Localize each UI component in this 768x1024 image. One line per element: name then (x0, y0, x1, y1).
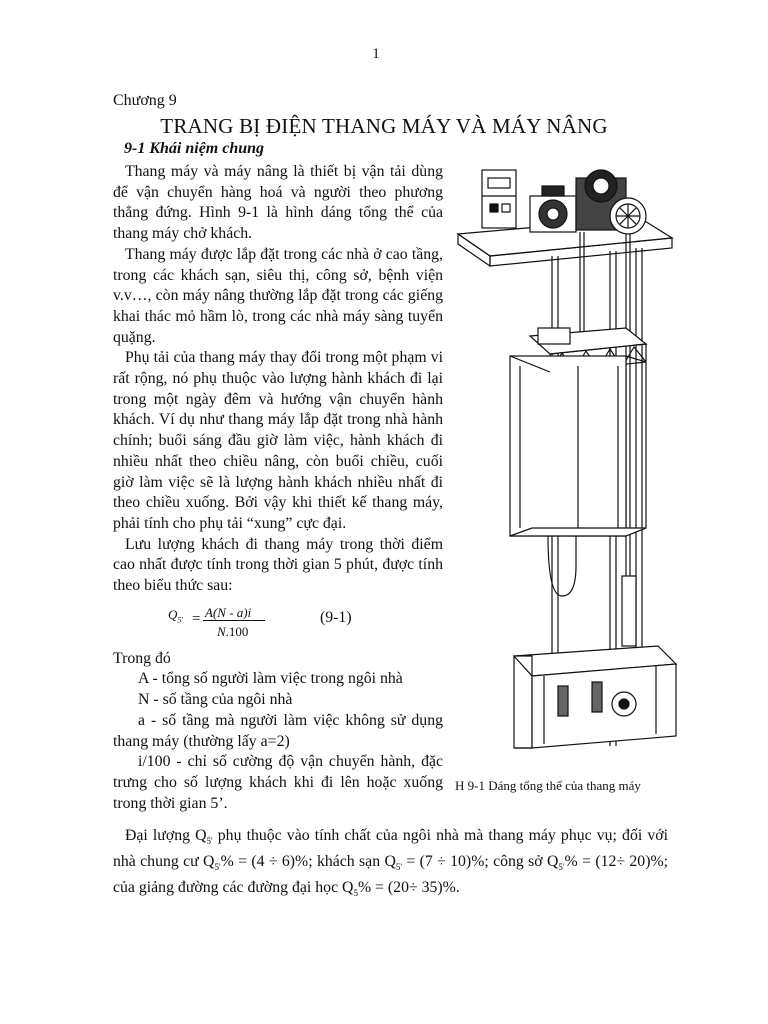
formula-lhs-subscript: 5' (177, 615, 184, 625)
elevator-figure (450, 156, 678, 776)
elevator-drawing (450, 156, 678, 776)
formula-denominator: N.100 (217, 623, 249, 639)
formula-lhs: $Q_{5'}$ (168, 606, 184, 625)
body-text-column (113, 162, 443, 814)
paragraph-1: Thang máy và máy nâng là thiết bị vận tải dùng để vận chuyển hàng hoá và người theo phương thẳng đứng. Hình 9-1 là hình dáng tổng thể của thang máy chở khách. (113, 163, 443, 243)
formula-numerator: A(N - a)i (205, 604, 252, 620)
paragraph-2: Thang máy được lắp đặt trong các nhà ở cao tầng, trong các khách sạn, siêu thị, công sở, bệnh viện v.v…, còn máy nâng thường lắp đặt trong các giếng khai thác mỏ hầm lò, trong các nhà máy sàng tuyển quặng. (113, 245, 443, 346)
paragraph-3: Phụ tải của thang máy thay đổi trong một phạm vi rất rộng, nó phụ thuộc vào lượng hành khách đi lại trong một ngày đêm và hướng vận chuyển hành khách. Ví dụ như thang máy lắp đặt trong nhà hành chính; buổi sáng đầu giờ làm việc, hành khách đi nhiều nhất theo chiều nâng, còn buổi chiều, cuối giờ làm việc sẽ là lượng hành khách nhiều nhất đi theo chiều xuống. Bởi vậy khi thiết kế thang máy, phải tính cho phụ tải “xung” cực đại. (113, 349, 443, 532)
page-number: 1 (372, 46, 380, 62)
bottom-paragraph (113, 826, 668, 904)
section-heading: 9-1 Khái niệm chung (124, 140, 265, 157)
paragraph-4: Lưu lượng khách đi thang máy trong thời điểm cao nhất được tính trong thời gian 5 phút, được tính theo biểu thức sau: (113, 535, 443, 595)
formula-9-1 (113, 603, 443, 647)
definition-a-floors: a - số tầng mà người làm việc không sử dụng thang máy (thường lấy a=2) (113, 711, 443, 750)
definition-n-floors: N - số tầng của ngôi nhà (138, 691, 293, 709)
q5-ratios-paragraph: Đại lượng $Q_{5'}$ phụ thuộc vào tính chất của ngôi nhà mà thang máy phục vụ; đối với nhà chung cư $Q_{5'}\% = (4 \div 6)\%$; khách sạn $Q_{5'} = (7 \div 10)\%$; công sở $Q_{5'}\% = (12\div 20)\%$; của giảng đường các đường đại học $Q_5\% = (20\div 35)\%$. (113, 827, 669, 898)
figure-caption: H 9-1 Dáng tổng thể của thang máy (455, 778, 641, 793)
formula-fraction-bar (203, 620, 265, 621)
formula-equals: = (192, 610, 201, 627)
definition-a-total: A - tổng số người làm việc trong ngôi nhà (138, 670, 403, 688)
where-label: Trong đó (113, 649, 171, 667)
formula-reference: (9-1) (320, 608, 352, 626)
chapter-title: TRANG BỊ ĐIỆN THANG MÁY VÀ MÁY NÂNG (160, 114, 608, 138)
definition-intensity: i/100 - chỉ số cường độ vận chuyển hành, đặc trưng cho số lượng khách khi đi lên hoặc xuống trong thời gian 5’. (113, 753, 443, 812)
chapter-label: Chương 9 (113, 92, 177, 109)
